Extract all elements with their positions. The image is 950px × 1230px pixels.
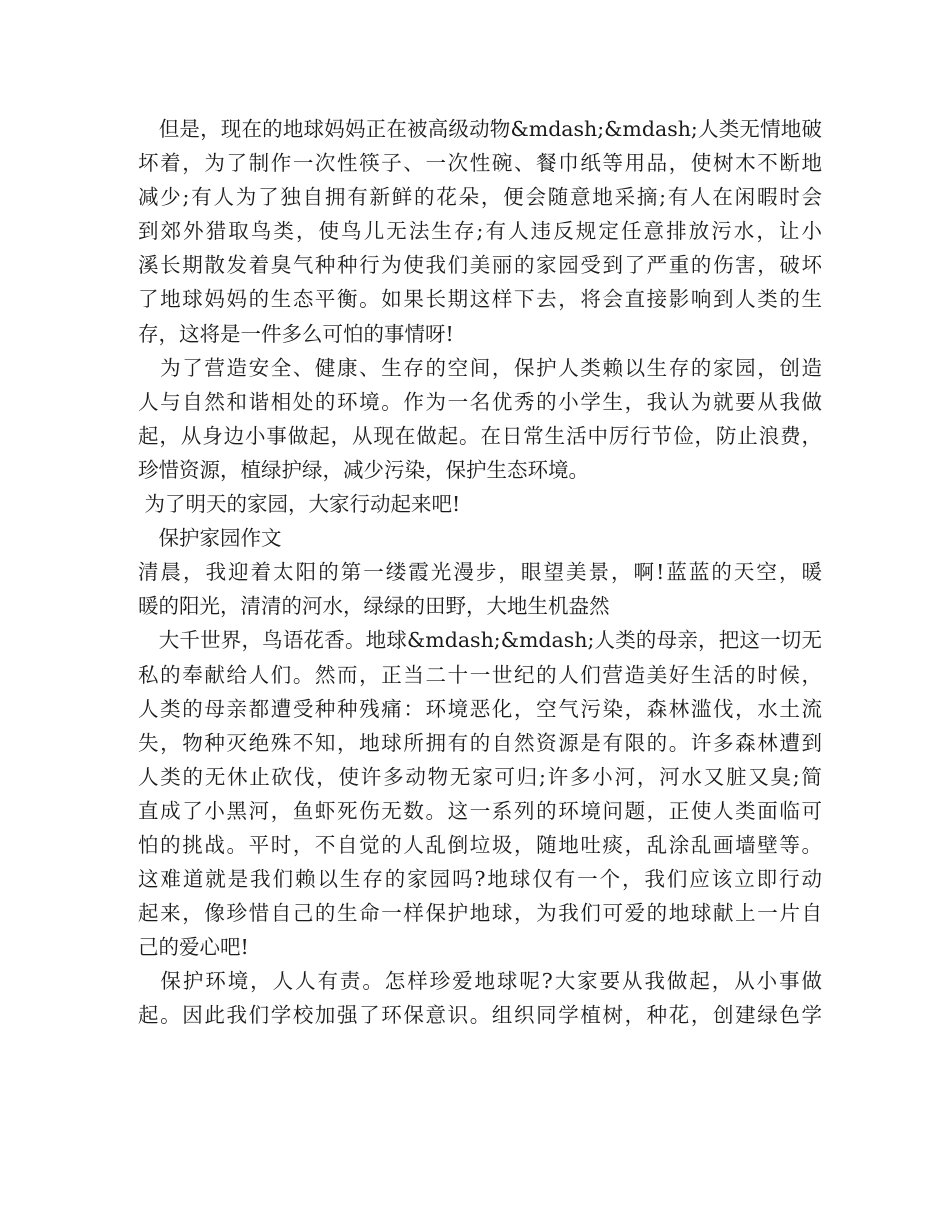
text-line: 珍惜资源，植绿护绿，减少污染，保护生态环境。 bbox=[138, 457, 589, 482]
text-line: 起。因此我们学校加强了环保意识。组织同学植树，种花，创建绿色学 bbox=[138, 1003, 822, 1028]
text-line: 为了营造安全、健康、生存的空间，保护人类赖以生存的家园，创造 bbox=[138, 355, 822, 380]
text-line: 己的爱心吧! bbox=[138, 935, 249, 960]
text-line: 人类的无休止砍伐，使许多动物无家可归;许多小河，河水又脏又臭;简 bbox=[138, 764, 822, 789]
text-line: 清晨，我迎着太阳的第一缕霞光漫步，眼望美景，啊!蓝蓝的天空，暖 bbox=[138, 560, 822, 585]
text-line: 失，物种灭绝殊不知，地球所拥有的自然资源是有限的。许多森林遭到 bbox=[138, 730, 822, 755]
text-line: 坏着，为了制作一次性筷子、一次性碗、餐巾纸等用品，使树木不断地 bbox=[138, 151, 822, 176]
text-line: 减少;有人为了独自拥有新鲜的花朵，便会随意地采摘;有人在闲暇时会 bbox=[138, 185, 822, 210]
text-line: 但是，现在的地球妈妈正在被高级动物&mdash;&mdash;人类无情地破 bbox=[138, 117, 822, 141]
text-line: 大千世界，鸟语花香。地球&mdash;&mdash;人类的母亲，把这一切无 bbox=[138, 628, 822, 653]
text-line: 了地球妈妈的生态平衡。如果长期这样下去，将会直接影响到人类的生 bbox=[138, 287, 822, 312]
text-line: 人与自然和谐相处的环境。作为一名优秀的小学生，我认为就要从我做 bbox=[138, 389, 822, 414]
text-line: 暖的阳光，清清的河水，绿绿的田野，大地生机盎然 bbox=[138, 594, 610, 619]
text-line: 起来，像珍惜自己的生命一样保护地球，为我们可爱的地球献上一片自 bbox=[138, 901, 822, 926]
document-body bbox=[138, 112, 822, 1033]
text-line: 人类的母亲都遭受种种残痛：环境恶化，空气污染，森林滥伐，水土流 bbox=[138, 696, 822, 721]
text-line: 私的奉献给人们。然而，正当二十一世纪的人们营造美好生活的时候， bbox=[138, 662, 822, 687]
text-line: 保护环境，人人有责。怎样珍爱地球呢?大家要从我做起，从小事做 bbox=[138, 969, 822, 994]
text-line: 溪长期散发着臭气种种行为使我们美丽的家园受到了严重的伤害，破坏 bbox=[138, 253, 822, 278]
text-line: 存，这将是一件多么可怕的事情呀! bbox=[138, 321, 454, 346]
text-line: 直成了小黑河，鱼虾死伤无数。这一系列的环境问题，正使人类面临可 bbox=[138, 798, 822, 823]
text-line: 到郊外猎取鸟类，使鸟儿无法生存;有人违反规定任意排放污水，让小 bbox=[138, 219, 822, 244]
text-line: 起，从身边小事做起，从现在做起。在日常生活中厉行节俭，防止浪费， bbox=[138, 423, 822, 448]
section-heading: 保护家园作文 bbox=[138, 526, 282, 551]
text-line: 怕的挑战。平时，不自觉的人乱倒垃圾，随地吐痰，乱涂乱画墙壁等。 bbox=[138, 832, 822, 857]
text-line: 为了明天的家园，大家行动起来吧! bbox=[138, 492, 461, 517]
text-line: 这难道就是我们赖以生存的家园吗?地球仅有一个，我们应该立即行动 bbox=[138, 867, 822, 892]
